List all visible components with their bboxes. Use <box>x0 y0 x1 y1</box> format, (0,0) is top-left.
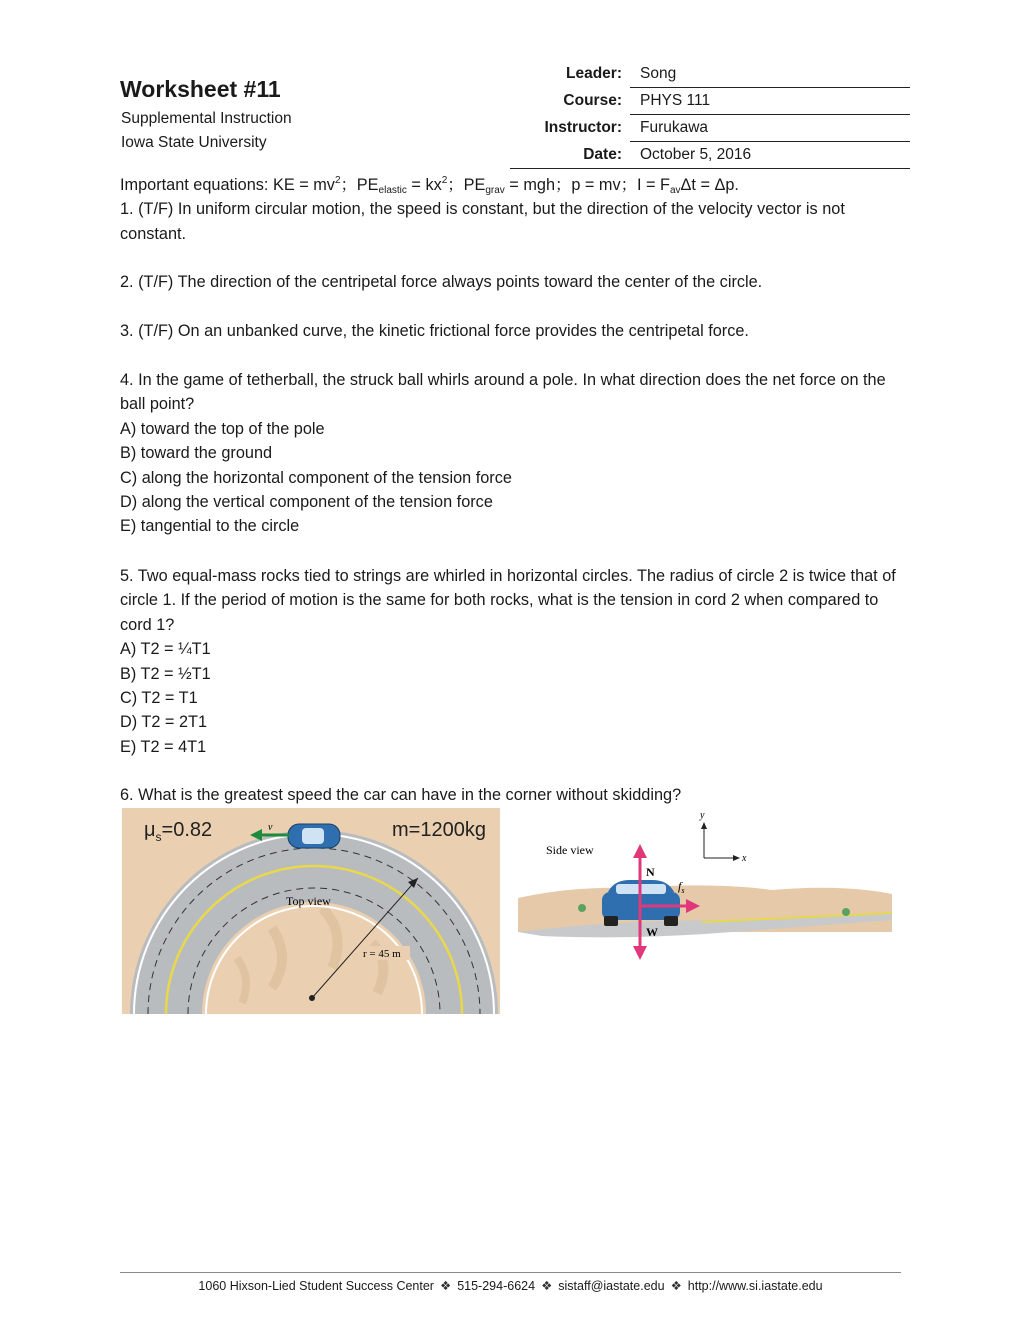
question-5-block <box>120 564 910 759</box>
footer-email[interactable]: sistaff@iastate.edu <box>558 1279 665 1293</box>
radius-label: r = 45 m <box>363 948 401 960</box>
course-underline <box>630 114 910 115</box>
question-4-option: D) along the vertical component of the tension force <box>120 493 493 512</box>
question-5-option: B) T2 = ½T1 <box>120 664 211 683</box>
footer-phone: 515-294-6624 <box>457 1279 536 1293</box>
leader-row <box>510 62 910 88</box>
footer <box>120 1278 901 1293</box>
roadside-shrub <box>578 904 586 912</box>
leader-underline <box>630 87 910 88</box>
question-5-option: A) T2 = ¼T1 <box>120 640 211 659</box>
footer-website[interactable]: http://www.si.iastate.edu <box>687 1279 823 1293</box>
date-row <box>510 143 910 169</box>
subtitle-program: Supplemental Instruction <box>121 110 292 127</box>
question-5-option: D) T2 = 2T1 <box>120 713 208 732</box>
date-underline <box>510 168 910 169</box>
worksheet-title: Worksheet #11 <box>120 76 281 102</box>
leader-label: Leader: <box>566 65 622 82</box>
question-1: 1. (T/F) In uniform circular motion, the speed is constant, but the direction of the velocity vector is not constant. <box>120 200 845 243</box>
question-5-option: C) T2 = T1 <box>120 689 198 708</box>
diamond-icon: ❖ <box>541 1279 553 1293</box>
footer-divider <box>120 1272 901 1273</box>
top-view-figure <box>122 808 500 1014</box>
course-value: PHYS 111 <box>640 92 711 109</box>
friction-force-label: $f_s$ <box>678 879 685 895</box>
center-point <box>309 995 315 1001</box>
mass-label: m=1200kg <box>392 819 486 841</box>
important-equations: Important equations: KE = $mv^2$；$PE_{elastic} = kx^2$；$PE_{grav}$ = mgh；p = mv；$I = F_{av}\Delta t = \Delta p$. <box>120 175 739 196</box>
normal-force-label: N <box>646 865 655 879</box>
date-value: October 5, 2016 <box>640 146 752 163</box>
question-4-option: C) along the horizontal component of the tension force <box>120 468 512 487</box>
instructor-row <box>510 116 910 142</box>
friction-coefficient-label: $\mu_s=0.82$ <box>144 819 213 844</box>
question-4-option: B) toward the ground <box>120 444 273 463</box>
car-top-view <box>288 824 340 848</box>
diamond-icon: ❖ <box>670 1279 682 1293</box>
question-4-option: A) toward the top of the pole <box>120 419 325 438</box>
instructor-label: Instructor: <box>544 119 622 136</box>
question-5: 5. Two equal-mass rocks tied to strings are whirled in horizontal circles. The radius of circle 2 is twice that of circle 1. If the period of motion is the same for both rocks, what is the tension in cord 2 when compared to cord 1? <box>120 567 896 634</box>
roadside-shrub <box>842 908 850 916</box>
side-view-label: Side view <box>546 843 594 857</box>
question-4-option: E) tangential to the circle <box>120 517 300 536</box>
footer-address: 1060 Hixson-Lied Student Success Center <box>198 1279 434 1293</box>
date-label: Date: <box>583 146 622 163</box>
subtitle-university: Iowa State University <box>121 134 267 151</box>
question-6: 6. What is the greatest speed the car can have in the corner without skidding? <box>120 786 682 804</box>
course-row <box>510 89 910 115</box>
question-4: 4. In the game of tetherball, the struck ball whirls around a pole. In what direction does the net force on the ball point? <box>120 371 886 414</box>
question-2: 2. (T/F) The direction of the centripetal force always points toward the center of the circle. <box>120 273 763 291</box>
top-view-label: Top view <box>286 894 331 908</box>
instructor-value: Furukawa <box>640 119 709 136</box>
weight-label: W <box>646 925 658 939</box>
side-view-figure <box>512 808 898 1014</box>
y-axis-label: y <box>700 810 705 821</box>
course-label: Course: <box>563 92 622 109</box>
question-3: 3. (T/F) On an unbanked curve, the kinetic frictional force provides the centripetal force. <box>120 322 749 340</box>
velocity-label: v <box>268 822 273 833</box>
leader-value: Song <box>640 65 677 82</box>
worksheet-body <box>120 173 910 246</box>
question-5-option: E) T2 = 4T1 <box>120 737 207 756</box>
instructor-underline <box>630 141 910 142</box>
question-4-block <box>120 368 910 539</box>
diamond-icon: ❖ <box>439 1279 452 1293</box>
x-axis-label: x <box>742 853 747 864</box>
